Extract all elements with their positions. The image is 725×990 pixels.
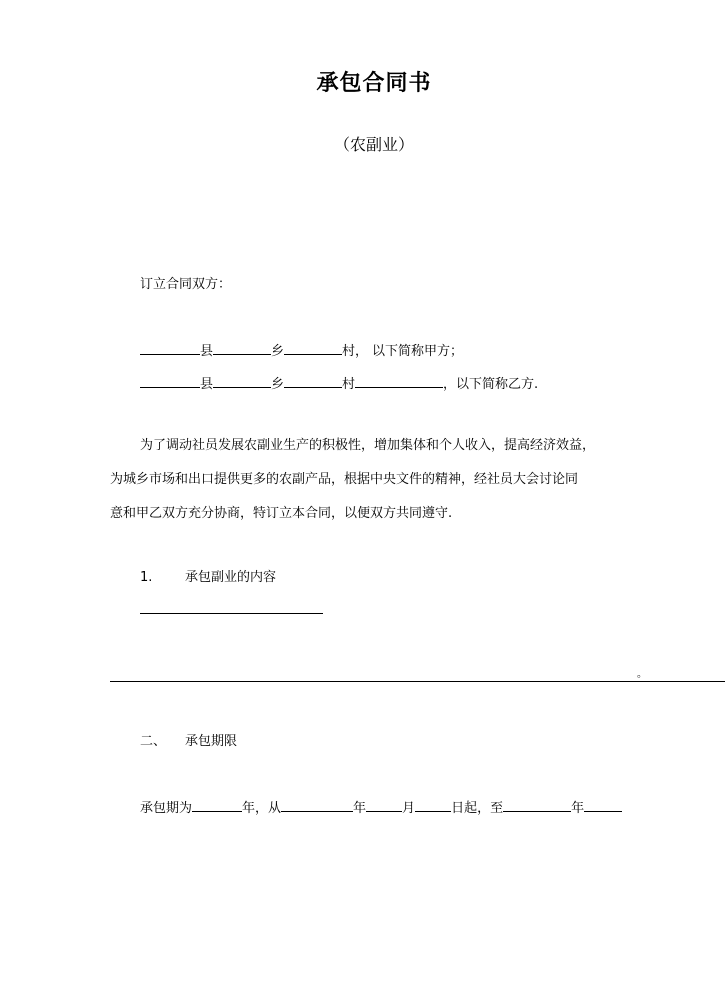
section-1-full-line [110,681,725,682]
document-title: 承包合同书 [316,71,432,96]
village-label: 村 [342,377,356,392]
section-1-heading: 承包副业的内容 [185,570,277,585]
term-text-d: 月 [402,801,416,816]
name-blank [355,374,443,388]
preamble-line-1: 为了调动社员发展农副业生产的积极性，增加集体和个人收入，提高经济效益， [140,438,596,453]
section-1-number: 1. [140,570,153,585]
county-label: 县 [200,344,214,359]
township-blank [213,341,271,355]
party-b-suffix: ，以下简称乙方. [443,377,539,392]
village-blank [284,374,342,388]
term-text-e: 日起，至 [451,801,504,816]
term-text-c: 年 [353,801,367,816]
section-2-number: 二、 [140,734,167,749]
term-text-f: 年 [571,801,585,816]
start-month-blank [366,798,402,812]
party-a-line [140,341,463,360]
township-blank [213,374,271,388]
preamble-line-2: 为城乡市场和出口提供更多的农副产品，根据中央文件的精神，经社员大会讨论同 [110,472,579,487]
county-label: 县 [200,377,214,392]
village-label: 村， [342,344,369,359]
parties-intro: 订立合同双方： [140,277,232,292]
section-1-blank-line [140,613,323,614]
start-day-blank [415,798,451,812]
county-blank [140,341,200,355]
start-year-blank [281,798,353,812]
years-blank [192,798,242,812]
village-blank [284,341,342,355]
term-text-a: 承包期为 [140,801,193,816]
section-2-heading: 承包期限 [185,734,238,749]
end-month-blank [584,798,622,812]
party-a-suffix: 以下简称甲方； [372,344,464,359]
document-subtitle: （农副业） [333,135,414,154]
preamble-line-3: 意和甲乙双方充分协商，特订立本合同，以便双方共同遵守. [110,506,453,521]
term-line [140,798,622,817]
term-text-b: 年，从 [242,801,282,816]
party-b-line [140,374,538,393]
end-year-blank [503,798,571,812]
township-label: 乡 [271,344,285,359]
county-blank [140,374,200,388]
section-1-end-mark: 。 [637,669,647,680]
township-label: 乡 [271,377,285,392]
